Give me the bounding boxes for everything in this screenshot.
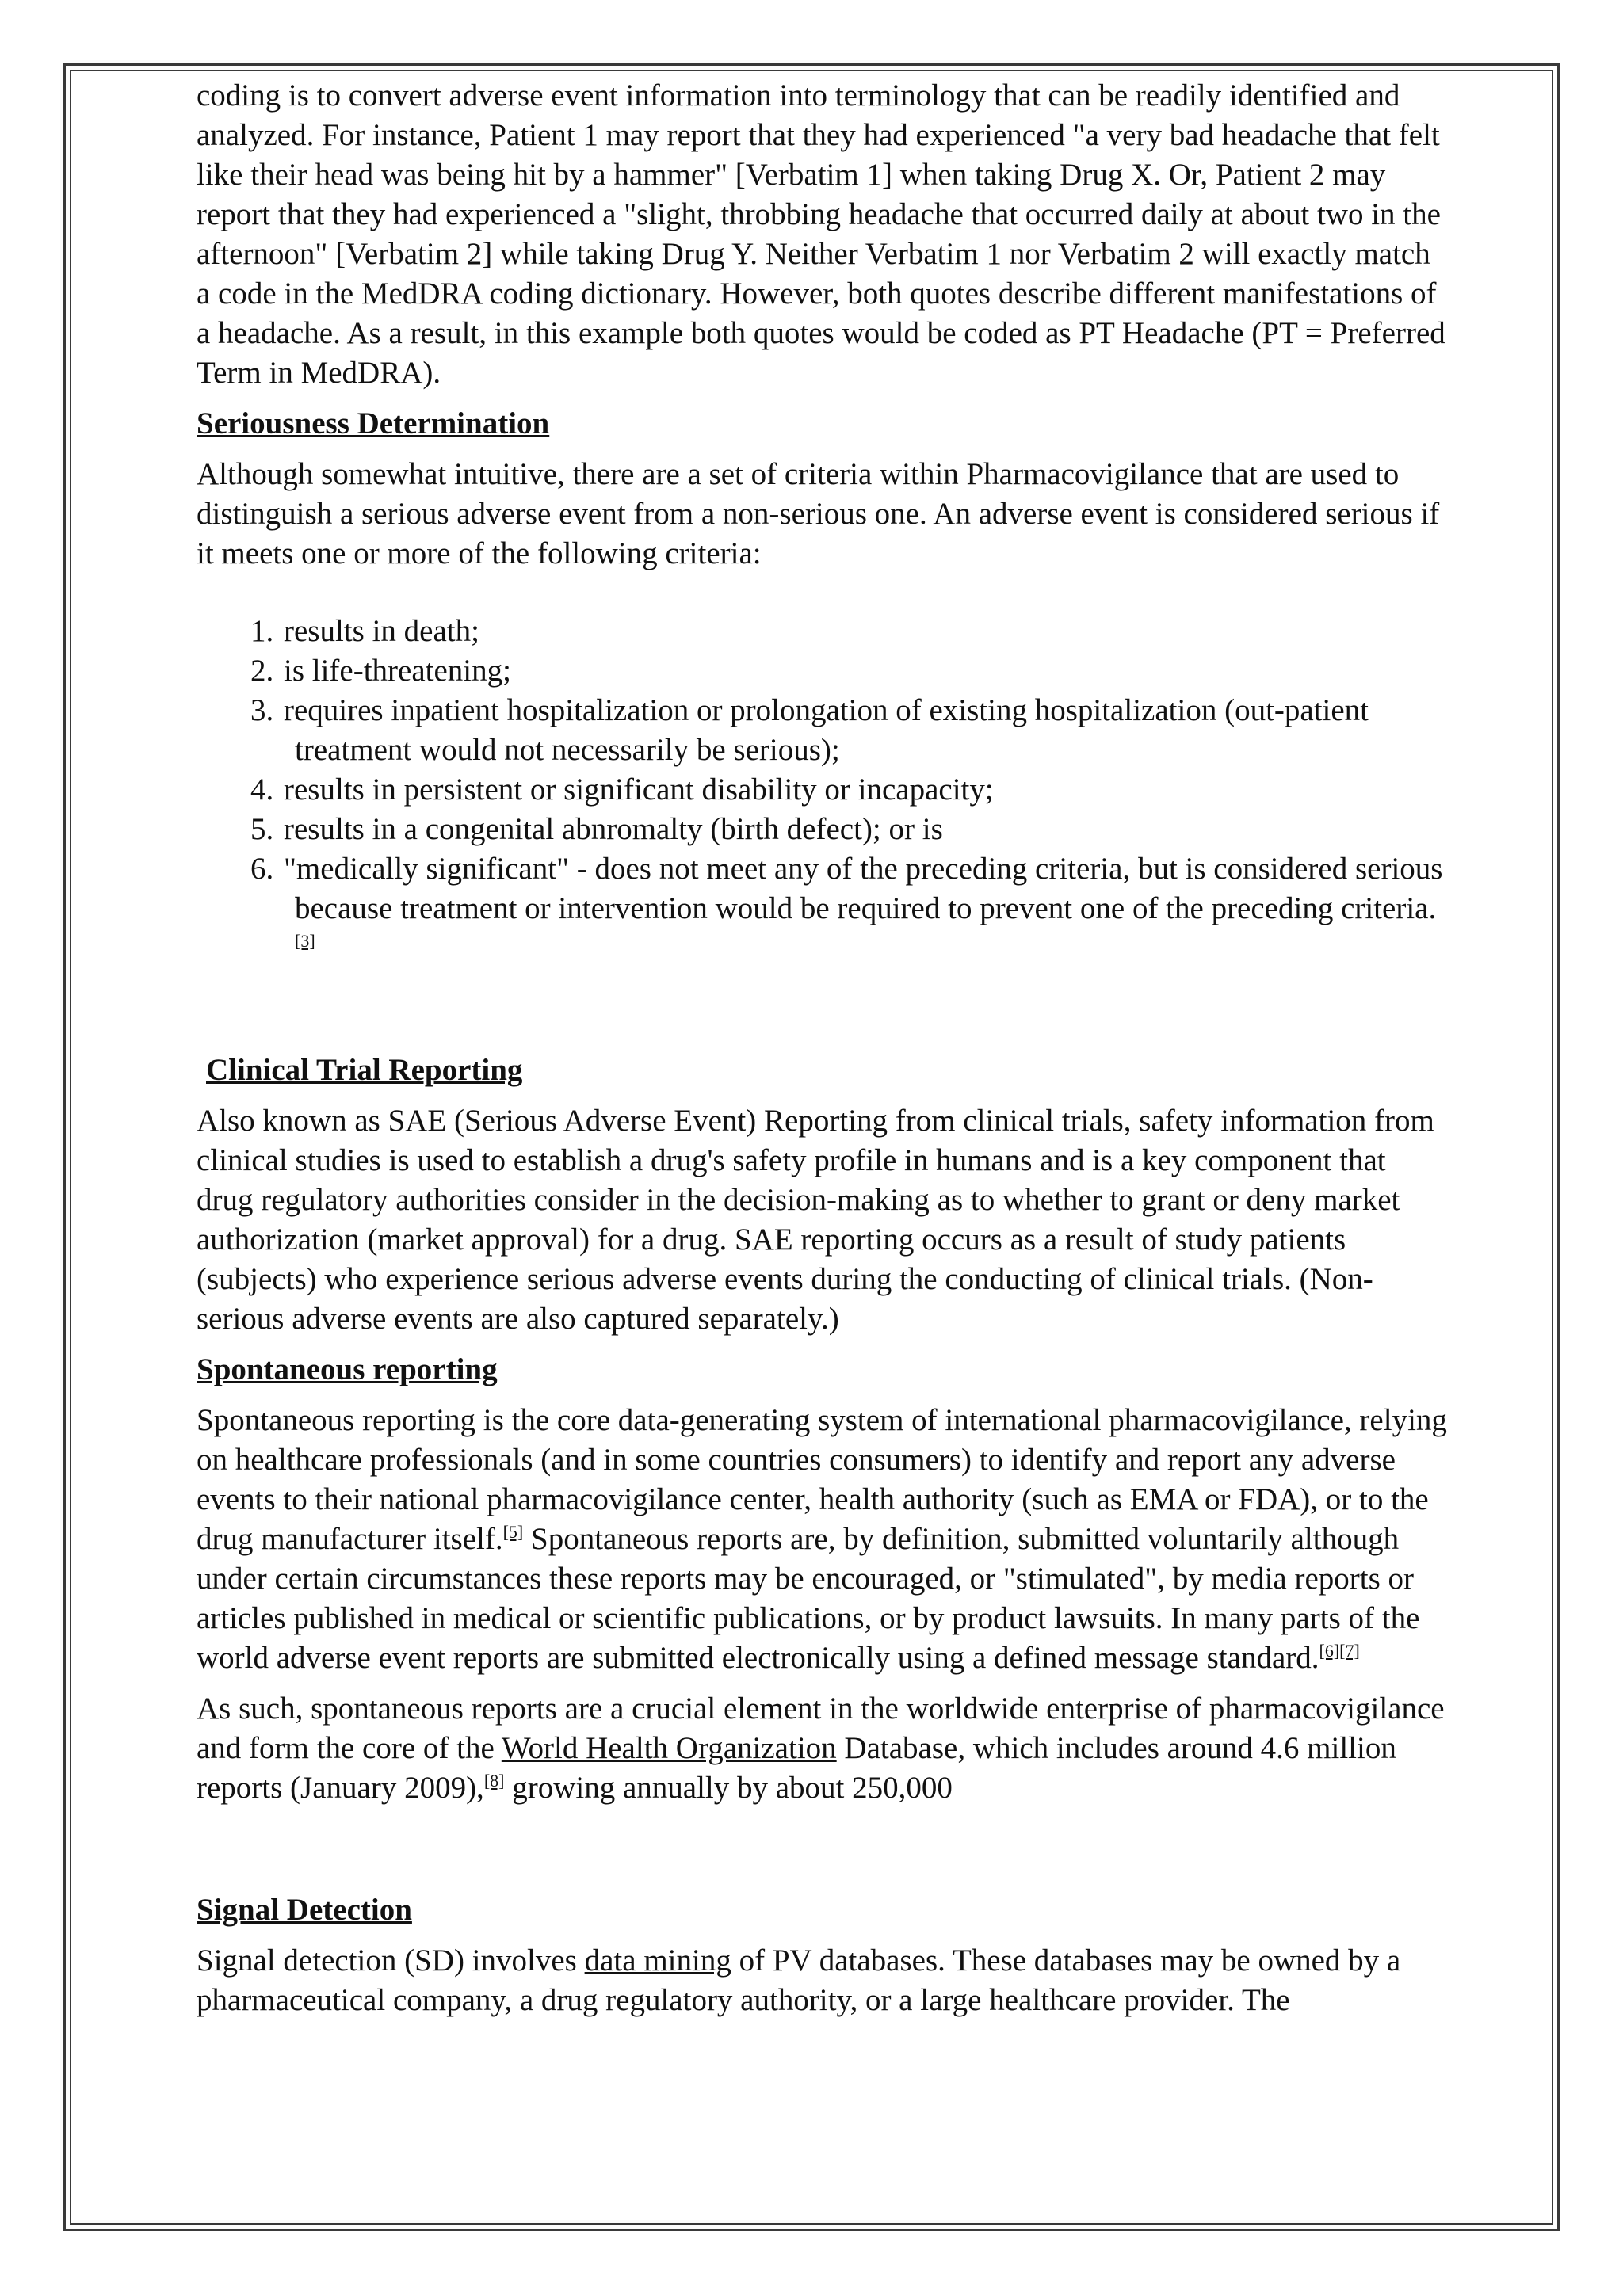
list-item: 3. requires inpatient hospitalization or prolongation of existing hospitalization (out-patient treatment would not necessarily be serious); xyxy=(250,693,1369,767)
heading-signal-detection: Signal Detection xyxy=(197,1893,412,1927)
citation-ref[interactable]: [6][7] xyxy=(1319,1641,1360,1661)
citation-ref[interactable]: [3] xyxy=(295,931,315,951)
citation-ref[interactable]: [8] xyxy=(483,1771,505,1791)
list-item: 6. "medically significant" - does not meet any of the preceding criteria, but is considered serious because treatment or intervention would be required to prevent one of the preceding criteria.[3] xyxy=(250,852,1443,951)
data-mining-link[interactable]: data mining xyxy=(584,1943,731,1978)
list-item: 2. is life-threatening; xyxy=(250,654,511,688)
list-item: 5. results in a congenital abnromalty (birth defect); or is xyxy=(250,812,943,846)
clinical-paragraph: Also known as SAE (Serious Adverse Event) Reporting from clinical trials, safety information from clinical studies is used to establish a drug's safety profile in humans and is a key component that drug regulatory authorities consider in the decision-making as to whether to grant or deny market authorization (market approval) for a drug. SAE reporting occurs as a result of study patients (subjects) who experience serious adverse events during the conducting of clinical trials. (Non-serious adverse events are also captured separately.) xyxy=(197,1104,1434,1336)
signal-paragraph: Signal detection (SD) involves data mining of PV databases. These databases may be owned by a pharmaceutical company, a drug regulatory authority, or a large healthcare provider. The xyxy=(197,1943,1401,2017)
seriousness-paragraph: Although somewhat intuitive, there are a set of criteria within Pharmacovigilance that are used to distinguish a serious adverse event from a non-serious one. An adverse event is considered serious if it meets one or more of the following criteria: xyxy=(197,457,1440,570)
document-body xyxy=(197,76,1449,2020)
intro-paragraph: coding is to convert adverse event information into terminology that can be readily identified and analyzed. For instance, Patient 1 may report that they had experienced "a very bad headache that felt like their head was being hit by a hammer" [Verbatim 1] when taking Drug X. Or, Patient 2 may report that they had experienced a "slight, throbbing headache that occurred daily at about two in the afternoon" [Verbatim 2] while taking Drug Y. Neither Verbatim 1 nor Verbatim 2 will exactly match a code in the MedDRA coding dictionary. However, both quotes describe different manifestations of a headache. As a result, in this example both quotes would be coded as PT Headache (PT = Preferred Term in MedDRA). xyxy=(197,78,1445,390)
heading-spontaneous: Spontaneous reporting xyxy=(197,1352,498,1386)
criteria-list xyxy=(197,612,1449,968)
heading-clinical-trial: Clinical Trial Reporting xyxy=(206,1053,523,1087)
heading-seriousness: Seriousness Determination xyxy=(197,406,550,441)
list-item: 4. results in persistent or significant disability or incapacity; xyxy=(250,772,994,807)
who-link[interactable]: World Health Organization xyxy=(501,1731,837,1765)
citation-ref[interactable]: [5] xyxy=(502,1522,524,1542)
spontaneous-paragraph-1: Spontaneous reporting is the core data-generating system of international pharmacovigilance, relying on healthcare professionals (and in some countries consumers) to identify and report any adverse events to their national pharmacovigilance center, health authority (such as EMA or FDA), or to the drug manufacturer itself.[5] Spontaneous reports are, by definition, submitted voluntarily although under certain circumstances these reports may be encouraged, or "stimulated", by media reports or articles published in medical or scientific publications, or by product lawsuits. In many parts of the world adverse event reports are submitted electronically using a defined message standard.[6][7] xyxy=(197,1403,1447,1675)
spontaneous-paragraph-2: As such, spontaneous reports are a crucial element in the worldwide enterprise of pharmacovigilance and form the core of the World Health Organization Database, which includes around 4.6 million reports (January 2009),[8] growing annually by about 250,000 xyxy=(197,1691,1445,1805)
list-item: 1. results in death; xyxy=(250,614,479,648)
